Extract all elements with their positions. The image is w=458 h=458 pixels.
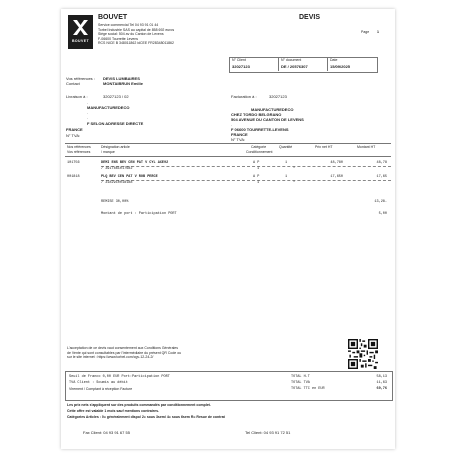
table-header-rule <box>65 156 391 157</box>
row-qty: 1 <box>285 175 288 179</box>
row-separator <box>101 166 391 167</box>
client-value: 32027123 <box>232 64 250 69</box>
billing-line: . <box>231 122 233 127</box>
col-marque: / marque <box>101 149 115 154</box>
col-vos-references: Vos références <box>67 149 91 154</box>
delivery-line: . <box>87 115 89 120</box>
vos-references-value: DEVIS LUMBAIRES <box>103 76 140 81</box>
table-top-rule <box>65 143 391 144</box>
col-categorie: Catégorie <box>251 145 267 149</box>
col-designation: Désignation article <box>101 145 130 149</box>
row-separator <box>101 180 391 181</box>
port-value: 5,00 <box>378 212 387 216</box>
delivery-tva-label: N° TVA: <box>66 133 81 138</box>
remise-value: 13,28- <box>374 200 387 204</box>
delivery-line: . <box>87 100 89 105</box>
totals-left-line: TVA Client : Soumis au débit <box>69 381 128 385</box>
facturation-label: Facturation à : <box>231 94 257 99</box>
total-ttc-label: TOTAL TTC en EUR <box>291 387 325 391</box>
acceptance-line: de Vente qui sont consultables par l'intermédiaire du présent QR Code ou <box>67 350 182 355</box>
bouvet-logo <box>68 15 93 49</box>
billing-line: 504 AVENUE DU CANTON DE LEVENS <box>231 117 304 122</box>
col-nos-references: Nos références <box>67 145 91 149</box>
remise-label: REMISE 30,00% <box>101 200 129 204</box>
logo-text: BOUVET <box>72 39 89 43</box>
row-category: A P <box>253 175 260 179</box>
row-designation: DEMI ENS BEV CEN PAT V CYL AXE92 <box>101 161 169 165</box>
row-amount: 48,78 <box>376 161 387 165</box>
billing-line: CHEZ TORDO BELGRANO <box>231 112 282 117</box>
col-conditionnement: Conditionnement <box>246 149 273 154</box>
row-sub-qty: * <box>293 181 296 185</box>
doc-number-value: DE / 20576307 <box>281 64 308 69</box>
row-sub-cat: 1 <box>257 181 260 185</box>
document-page <box>61 9 395 449</box>
livraison-label: Livraison à : <box>66 94 88 99</box>
facturation-value: 32027123 <box>269 94 287 99</box>
billing-country: FRANCE <box>231 132 248 137</box>
contact-label: Contact <box>66 81 80 86</box>
row-amount: 17,65 <box>376 175 387 179</box>
row-price: 17,650 <box>330 175 343 179</box>
qr-code-icon <box>348 339 378 369</box>
row-qty: 1 <box>285 161 288 165</box>
total-ht-value: 58,13 <box>376 375 387 379</box>
col-quantite: Quantité <box>279 145 293 149</box>
col-prix: Prix net HT <box>315 145 333 149</box>
total-tva-value: 11,63 <box>376 381 387 385</box>
logo-x-icon <box>71 18 90 37</box>
row-ref: 101756 <box>67 161 80 165</box>
col-montant: Montant HT <box>357 145 376 149</box>
contact-value: MONTAIBRUN Emilie <box>103 81 143 86</box>
row-sub: / 3182910018188 <box>101 181 133 185</box>
row-sub-cat: 1 <box>257 167 260 171</box>
page-label: Page <box>361 30 370 34</box>
company-name: BOUVET <box>98 14 128 21</box>
billing-tva-label: N° TVA: <box>231 137 246 142</box>
total-ttc-value: 69,76 <box>376 387 387 391</box>
delivery-line: . <box>87 110 89 115</box>
footer-fax: Fax Client: 04 93 91 67 55 <box>83 430 130 435</box>
totals-left-line: Seuil de Franco 0,00 EUR Port:Participation PORT <box>69 375 170 379</box>
date-label: Date <box>330 58 338 62</box>
company-line: Torbel Industrie SAS au capital de 858 692 euros <box>98 27 175 32</box>
port-label: Montant de port : Participation PORT <box>101 212 177 216</box>
row-sub-qty: * <box>293 167 296 171</box>
livraison-value: 32027123 / 02 <box>103 94 129 99</box>
total-tva-label: TOTAL TVA <box>291 381 310 385</box>
page-number: 1 <box>377 30 379 34</box>
billing-line: F 06600 TOURRETTE-LEVENS <box>231 127 289 132</box>
doc-type: DEVIS <box>299 14 321 21</box>
row-ref: 001818 <box>67 175 80 179</box>
row-category: A P <box>253 161 260 165</box>
row-price: 48,780 <box>330 161 343 165</box>
delivery-line: F SELON ADRESSE DIRECTE <box>87 121 144 126</box>
company-line: F-06600 Tourrette Levens <box>98 36 139 41</box>
doc-number-label: N° document <box>281 58 302 62</box>
company-line: Siège social: 504 av du Canton de Levens <box>98 32 164 36</box>
delivery-country: FRANCE <box>66 127 83 132</box>
note-line: Catégories Articles : 0= généralement dispo/ 2= sous 3sem/ 4= sous 6sem R= Resue de contrat <box>67 415 225 419</box>
delivery-line: MANUFACTUREDECO <box>87 105 130 110</box>
acceptance-line: L'acceptation de ce devis vaut consentement aux Conditions Générales <box>67 346 178 350</box>
company-line: Service commercial Tel 04 93 91 01 44 <box>98 23 159 27</box>
vos-references-label: Vos références : <box>66 76 95 81</box>
row-sub: / 3917861017682 <box>101 167 133 171</box>
totals-left-line: Virement / Comptant à réception Facture <box>69 387 133 391</box>
row-designation: PLQ BEV CEN PAT V ROB PERCE <box>101 175 158 179</box>
acceptance-line: sur le site internet : https://www.torbel.com/cgv-12-24-2/ <box>67 355 154 359</box>
total-ht-label: TOTAL H.T <box>291 375 310 379</box>
divider <box>327 57 328 71</box>
company-line: RCS NICE B 348011862 idCEE FR28348011862 <box>98 41 174 45</box>
note-line: Les prix nets s'appliquent sur des produits commandés par conditionnement complet. <box>67 403 211 407</box>
billing-line: MANUFACTUREDECO <box>251 107 294 112</box>
date-value: 15/09/2025 <box>330 64 351 69</box>
divider <box>278 57 279 71</box>
footer-tel: Tel Client: 04 93 91 72 51 <box>245 430 291 435</box>
note-line: Cette offre est valable 1 mois sauf mentions contraires. <box>67 409 160 413</box>
client-label: N° Client <box>232 58 246 62</box>
